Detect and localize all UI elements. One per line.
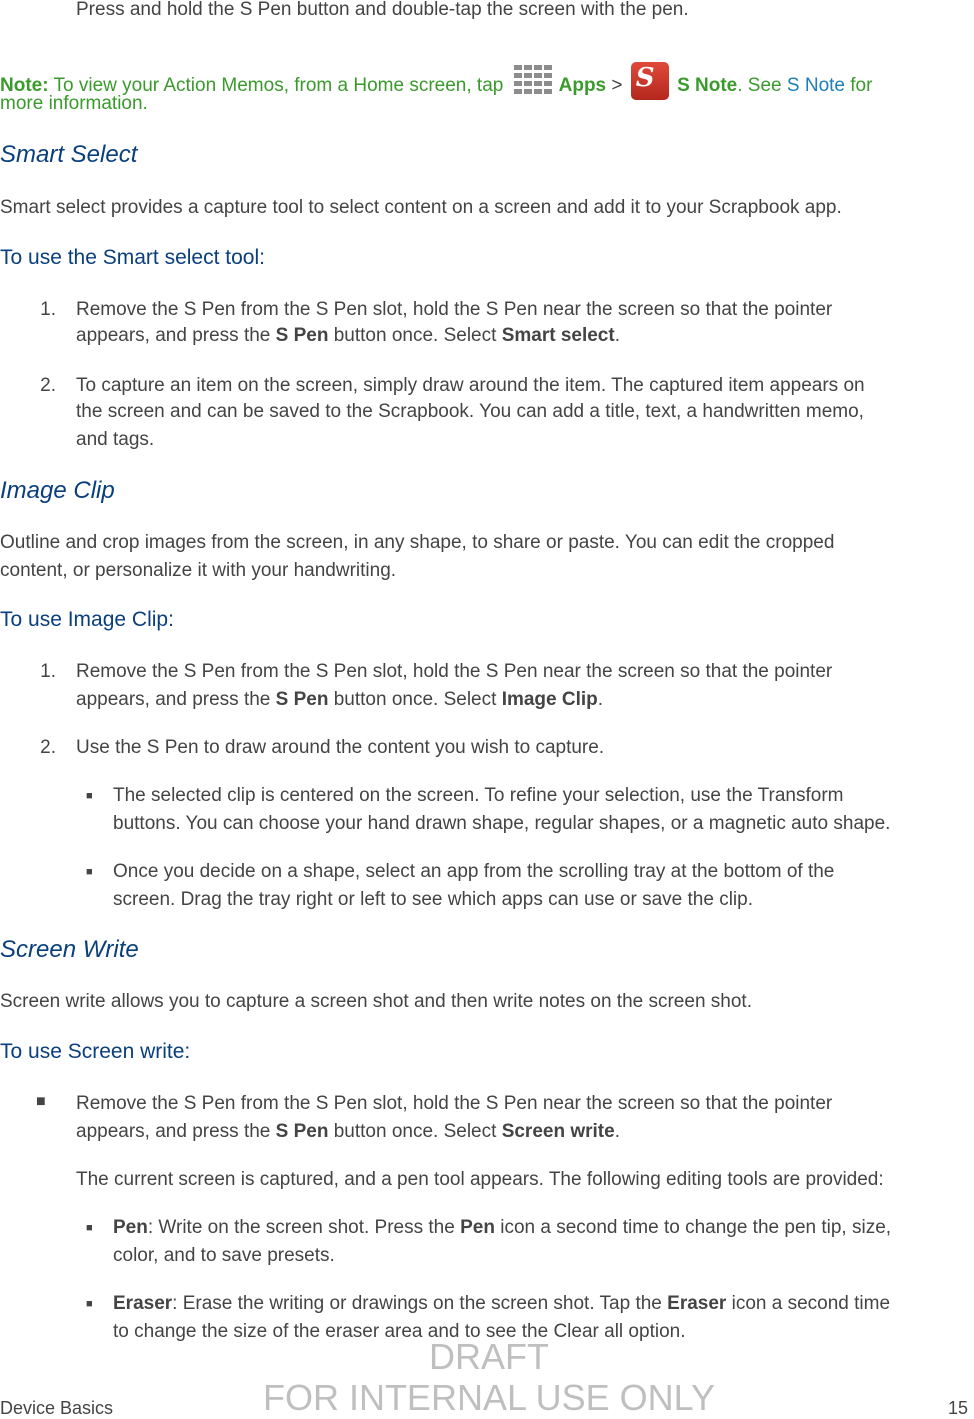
step-text: Remove the S Pen from the S Pen slot, hold the S Pen near the screen so that the pointer (76, 1093, 833, 1114)
image-clip-description: Outline and crop images from the screen, in any shape, to share or paste. You can edit the cropped (0, 532, 835, 553)
s-note-label: S Note (677, 75, 738, 96)
image-clip-procedure-title: To use Image Clip: (0, 608, 174, 631)
step-text: Use the S Pen to draw around the content you wish to capture. (76, 737, 605, 758)
bullet-marker: ■ (86, 866, 93, 878)
bullet-marker: ■ (36, 1093, 46, 1110)
screen-write-procedure-title: To use Screen write: (0, 1040, 191, 1063)
tool-eraser-text: to change the size of the eraser area and to see the Clear all option. (113, 1321, 686, 1342)
step-text: appears, and press the S Pen button once. Select Smart select. (76, 325, 620, 346)
step-text: appears, and press the S Pen button once. Select Image Clip. (76, 689, 604, 710)
tool-eraser-text: Eraser: Erase the writing or drawings on the screen shot. Tap the Eraser icon a second time (113, 1293, 891, 1314)
step-text: and tags. (76, 429, 155, 450)
image-clip-description: content, or personalize it with your handwriting. (0, 560, 397, 581)
bullet-text: Once you decide on a shape, select an app from the scrolling tray at the bottom of the (113, 861, 835, 882)
step-number: 2. (40, 375, 56, 396)
step-text: appears, and press the S Pen button once. Select Screen write. (76, 1121, 620, 1142)
step-number: 1. (40, 661, 56, 682)
step-number: 2. (40, 737, 56, 758)
step-text: Remove the S Pen from the S Pen slot, hold the S Pen near the screen so that the pointer (76, 661, 833, 682)
screen-write-description: Screen write allows you to capture a screen shot and then write notes on the screen shot. (0, 991, 752, 1012)
image-clip-heading: Image Clip (0, 477, 115, 504)
apps-grid-icon (512, 63, 556, 99)
screen-write-result: The current screen is captured, and a pen tool appears. The following editing tools are provided: (76, 1169, 884, 1190)
smart-select-description: Smart select provides a capture tool to select content on a screen and add it to your Scrapbook app. (0, 197, 842, 218)
draft-watermark-subtitle: FOR INTERNAL USE ONLY (262, 1377, 716, 1418)
intro-line: Press and hold the S Pen button and double-tap the screen with the pen. (76, 0, 689, 20)
tool-pen-text: color, and to save presets. (113, 1245, 335, 1266)
bullet-text: buttons. You can choose your hand drawn shape, regular shapes, or a magnetic auto shape. (113, 813, 891, 834)
note-line-1: Note: To view your Action Memos, from a Home screen, tap Apps > S S Note. See S Note for (0, 62, 872, 100)
step-text: the screen and can be saved to the Scrapbook. You can add a title, text, a handwritten memo, (76, 401, 864, 422)
s-note-app-icon: S (631, 62, 669, 100)
bullet-marker: ■ (86, 1298, 93, 1310)
step-number: 1. (40, 299, 56, 320)
screen-write-heading: Screen Write (0, 936, 139, 963)
smart-select-heading: Smart Select (0, 141, 138, 168)
step-text: Remove the S Pen from the S Pen slot, hold the S Pen near the screen so that the pointer (76, 299, 833, 320)
footer-section-name: Device Basics (0, 1398, 114, 1418)
note-label: Note: (0, 75, 49, 96)
bullet-marker: ■ (86, 1222, 93, 1234)
bullet-marker: ■ (86, 790, 93, 802)
tool-pen-text: Pen: Write on the screen shot. Press the Pen icon a second time to change the pen tip, size, (113, 1217, 892, 1238)
footer-page-number: 15 (947, 1398, 968, 1418)
apps-label: Apps (558, 75, 607, 96)
note-line-2: more information. (0, 93, 148, 114)
s-note-link[interactable]: S Note (786, 75, 845, 96)
draft-watermark: DRAFT (429, 1336, 549, 1377)
bullet-text: The selected clip is centered on the screen. To refine your selection, use the Transform (113, 785, 844, 806)
step-text: To capture an item on the screen, simply draw around the item. The captured item appears on (76, 375, 865, 396)
smart-select-procedure-title: To use the Smart select tool: (0, 246, 265, 269)
bullet-text: screen. Drag the tray right or left to see which apps can use or save the clip. (113, 889, 753, 910)
